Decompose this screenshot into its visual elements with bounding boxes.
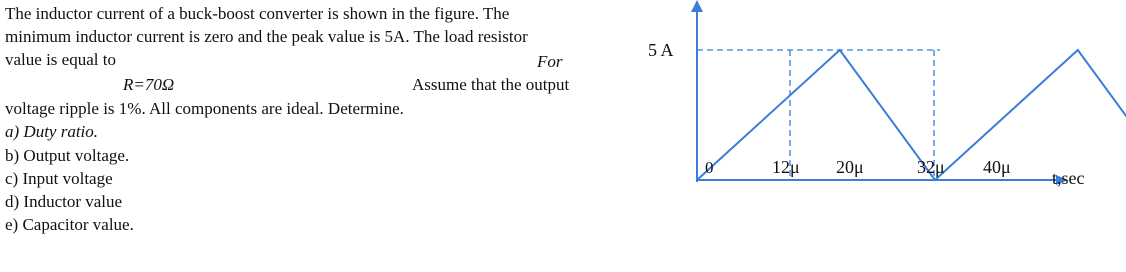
problem-line-5: voltage ripple is 1%. All components are ideal. Determine. [5, 99, 404, 118]
load-resistor-value: R=70Ω [123, 75, 175, 94]
question-e: e) Capacitor value. [5, 215, 134, 234]
inductor-current-waveform [697, 50, 1126, 180]
problem-line-1: The inductor current of a buck-boost converter is shown in the figure. The [5, 4, 510, 23]
problem-assume-text: Assume that the output [412, 75, 570, 94]
problem-line-2: minimum inductor current is zero and the peak value is 5A. The load resistor [5, 27, 528, 46]
problem-for-label: For [537, 52, 563, 71]
origin-label: 0 [705, 158, 714, 177]
question-b: b) Output voltage. [5, 146, 130, 165]
x-axis-label: t,sec [1052, 168, 1085, 188]
y-axis-arrow-icon [691, 0, 703, 12]
x-tick-32: 32μ [917, 157, 945, 177]
x-tick-40: 40μ [983, 157, 1011, 177]
question-d: d) Inductor value [5, 192, 123, 211]
question-c: c) Input voltage [5, 169, 113, 188]
y-axis-peak-label: 5 A [648, 40, 674, 60]
problem-line-3: value is equal to [5, 50, 116, 69]
x-tick-12: 12μ [772, 157, 800, 177]
x-tick-20: 20μ [836, 157, 864, 177]
question-a: a) Duty ratio. [5, 122, 99, 141]
